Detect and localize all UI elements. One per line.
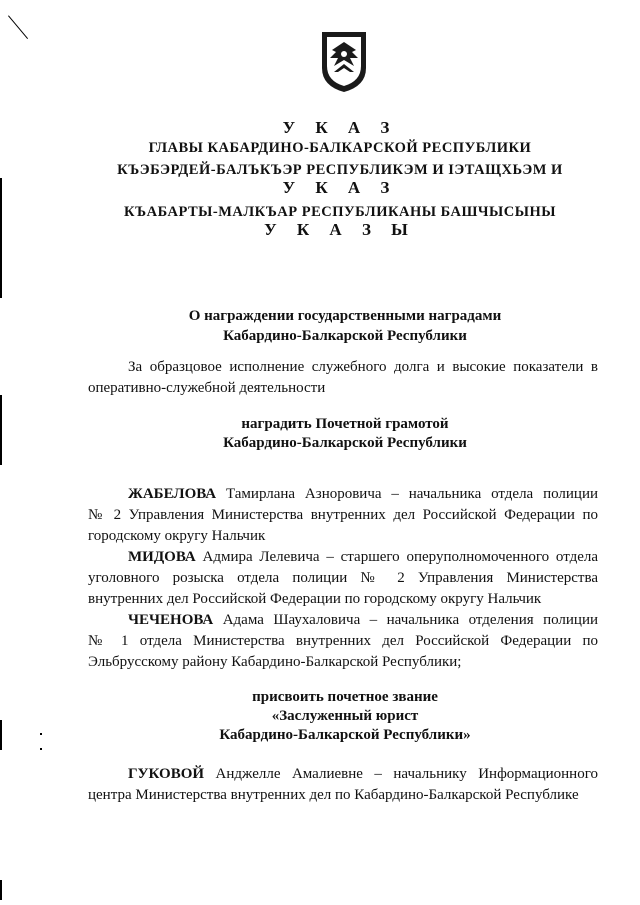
person-1-line-2: № 2 Управления Министерства внутренних дел Российской Федерации по bbox=[88, 507, 598, 523]
person-entry-1 bbox=[88, 484, 598, 547]
person-2-line-2: уголовного розыска отдела полиции № 2 Управления Министерства bbox=[88, 570, 598, 586]
person-1-line-3: городскому округу Нальчик bbox=[88, 528, 266, 544]
person-entry-2 bbox=[88, 547, 598, 610]
person-3-line-3: Эльбрусскому району Кабардино-Балкарской Республики; bbox=[88, 654, 462, 670]
header-glava: ГЛАВЫ КАБАРДИНО-БАЛКАРСКОЙ РЕСПУБЛИКИ bbox=[148, 140, 532, 156]
header-ukaz-2: У К А З bbox=[282, 178, 398, 197]
person-2-line-1: Адмира Лелевича – старшего оперуполномоченного отдела bbox=[195, 549, 598, 565]
intro-line-2: оперативно-служебной деятельности bbox=[88, 380, 326, 396]
award1-line-2: Кабардино-Балкарской Республики bbox=[223, 435, 467, 451]
scan-mark bbox=[0, 880, 2, 900]
person-name-4: ГУКОВОЙ bbox=[128, 766, 205, 782]
person-4-line-2: центра Министерства внутренних дел по Кабардино-Балкарской Республике bbox=[88, 787, 579, 803]
header-balkar: КЪАБАРТЫ-МАЛКЪАР РЕСПУБЛИКАНЫ БАШЧЫСЫНЫ bbox=[124, 204, 556, 220]
header-kabardian: КЪЭБЭРДЕЙ-БАЛЪКЪЭР РЕСПУБЛИКЭМ И ІЭТАЩХЬЭМ И bbox=[117, 162, 563, 178]
person-entry-4 bbox=[88, 764, 598, 806]
scan-mark bbox=[40, 733, 42, 735]
scan-mark bbox=[40, 748, 42, 750]
person-4-line-1: Анджелле Амалиевне – начальнику Информационного bbox=[204, 766, 598, 782]
scan-mark bbox=[0, 720, 2, 750]
subject-line-2: Кабардино-Балкарской Республики bbox=[223, 328, 467, 344]
subject-line-1: О награждении государственными наградами bbox=[188, 308, 502, 324]
award-heading-1 bbox=[90, 415, 600, 453]
scan-mark bbox=[8, 15, 28, 39]
header-ukazy: У К А З Ы bbox=[264, 220, 416, 239]
header-block bbox=[60, 0, 620, 260]
person-entry-3 bbox=[88, 610, 598, 673]
intro-line-1: За образцовое исполнение служебного долга и высокие показатели в bbox=[128, 359, 598, 375]
person-name-1: ЖАБЕЛОВА bbox=[128, 486, 217, 502]
scan-mark bbox=[0, 178, 2, 298]
person-3-line-1: Адама Шаухаловича – начальника отделения полиции bbox=[213, 612, 598, 628]
award1-line-1: наградить Почетной грамотой bbox=[241, 416, 449, 432]
person-name-2: МИДОВА bbox=[128, 549, 196, 565]
decree-subject bbox=[90, 306, 600, 346]
intro-paragraph bbox=[88, 357, 598, 399]
award2-line-1: присвоить почетное звание bbox=[252, 689, 438, 705]
person-name-3: ЧЕЧЕНОВА bbox=[128, 612, 214, 628]
award2-line-3: Кабардино-Балкарской Республики» bbox=[219, 727, 471, 743]
scan-mark bbox=[0, 395, 2, 465]
award2-line-2: «Заслуженный юрист bbox=[271, 708, 419, 724]
person-2-line-3: внутренних дел Российской Федерации по городскому округу Нальчик bbox=[88, 591, 542, 607]
award-heading-2 bbox=[90, 688, 600, 745]
person-3-line-2: № 1 отдела Министерства внутренних дел Российской Федерации по bbox=[88, 633, 598, 649]
person-1-line-1: Тамирлана Азноровича – начальника отдела полиции bbox=[216, 486, 598, 502]
header-ukaz: У К А З bbox=[282, 118, 398, 137]
